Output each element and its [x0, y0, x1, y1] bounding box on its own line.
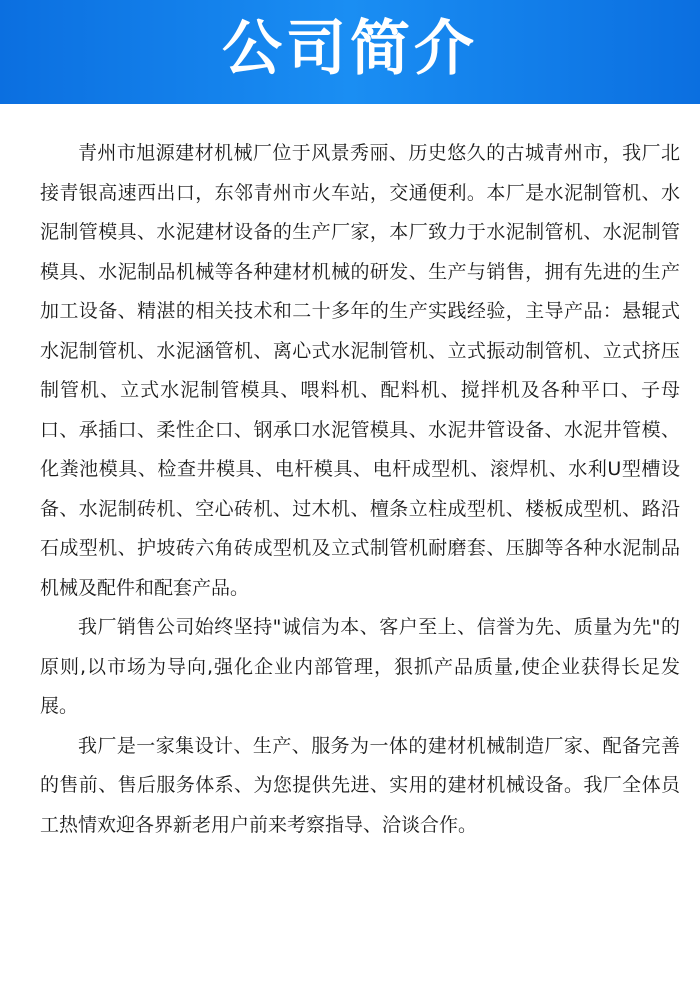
intro-paragraph-2: 我厂销售公司始终坚持"诚信为本、客户至上、信誉为先、质量为先"的原则,以市场为导向,强化企业内部管理，狠抓产品质量,使企业获得长足发展。: [40, 616, 680, 717]
intro-paragraph-3: 我厂是一家集设计、生产、服务为一体的建材机械制造厂家、配备完善的售前、售后服务体系、为您提供先进、实用的建材机械设备。我厂全体员工热情欢迎各界新老用户前来考察指导、洽谈合作。: [40, 734, 680, 836]
company-intro-content: [40, 134, 680, 845]
page-title: 公司简介: [222, 14, 478, 84]
intro-paragraph-1: 青州市旭源建材机械厂位于风景秀丽、历史悠久的古城青州市，我厂北接青银高速西出口，东邻青州市火车站，交通便利。本厂是水泥制管机、水泥制管模具、水泥建材设备的生产厂家，本厂致力于水泥制管机、水泥制管模具、水泥制品机械等各种建材机械的研发、生产与销售，拥有先进的生产加工设备、精湛的相关技术和二十多年的生产实践经验，主导产品：悬辊式水泥制管机、水泥涵管机、离心式水泥制管机、立式振动制管机、立式挤压制管机、立式水泥制管模具、喂料机、配料机、搅拌机及各种平口、子母口、承插口、柔性企口、钢承口水泥管模具、水泥井管设备、水泥井管模、化粪池模具、检查井模具、电杆模具、电杆成型机、滚焊机、水利U型槽设备、水泥制砖机、空心砖机、过木机、檀条立柱成型机、楼板成型机、路沿石成型机、护坡砖六角砖成型机及立式制管机耐磨套、压脚等各种水泥制品机械及配件和配套产品。: [40, 142, 680, 599]
header-banner: [0, 0, 700, 104]
